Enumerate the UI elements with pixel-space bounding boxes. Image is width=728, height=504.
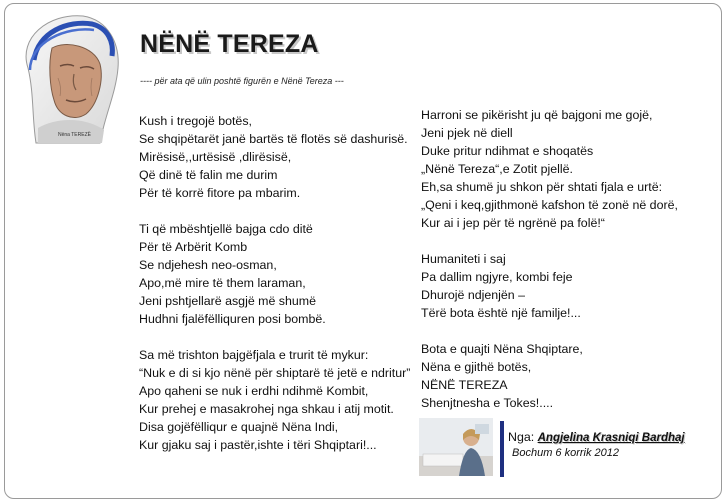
- signature-line: [508, 430, 685, 444]
- poem-line: Harroni se pikërisht ju që bajgoni me gojë,: [421, 108, 653, 122]
- poem-line: Sa më trishton bajgëfjala e trurit të mykur:: [139, 348, 369, 362]
- poem-line: Shenjtnesha e Tokes!....: [421, 396, 554, 410]
- poem-line: Kur prehej e masakrohej nga shkau i atij motit.: [139, 402, 394, 416]
- right-poem-column: [421, 106, 678, 412]
- poem-line: Tërë bota është një familje!...: [421, 306, 581, 320]
- poem-line: Dhurojë ndjenjën –: [421, 288, 526, 302]
- stanza-gap: [139, 328, 410, 346]
- author-photo: [419, 418, 493, 476]
- poem-line: Duke pritur ndihmat e shoqatës: [421, 144, 594, 158]
- page-subtitle: ---- për ata që ulin poshtë figurën e Nënë Tereza ---: [140, 76, 344, 86]
- poem-line: Ti që mbështjellë bajga cdo ditë: [139, 222, 313, 236]
- poem-line: Nëna e gjithë botës,: [421, 360, 532, 374]
- stanza-gap: [421, 232, 678, 250]
- poem-line: Hudhni fjalëfëlliquren posi bombë.: [139, 312, 326, 326]
- poem-line: Kush i tregojë botës,: [139, 114, 252, 128]
- page-title: NËNË TEREZA: [140, 30, 319, 58]
- poem-line: “Nuk e di si kjo nënë për shiptarë të jetë e ndritur”: [139, 366, 411, 380]
- poem-line: Apo qaheni se nuk i erdhi ndihmë Kombit,: [139, 384, 369, 398]
- stanza-gap: [421, 322, 678, 340]
- poem-line: Që dinë të falin me durim: [139, 168, 278, 182]
- poem-line: Mirësisë,,urtësisë ,dlirësisë,: [139, 150, 292, 164]
- left-poem-column: [139, 112, 410, 454]
- poem-line: Apo,më mire të them laraman,: [139, 276, 306, 290]
- poem-line: Për të korrë fitore pa mbarim.: [139, 186, 301, 200]
- poem-line: „Qeni i keq,gjithmonë kafshon të zonë në dorë,: [421, 198, 678, 212]
- signature-prefix: Nga:: [508, 430, 538, 444]
- poem-line: Jeni pjek në diell: [421, 126, 513, 140]
- poem-line: NËNË TEREZA: [421, 378, 508, 392]
- poem-line: Se ndjehesh neo-osman,: [139, 258, 277, 272]
- poem-line: Bota e quajti Nëna Shqiptare,: [421, 342, 583, 356]
- portrait-caption: Nëna TEREZË: [58, 132, 91, 138]
- portrait-illustration: [8, 8, 128, 148]
- poem-line: Eh,sa shumë ju shkon për shtati fjala e urtë:: [421, 180, 663, 194]
- poem-line: „Nënë Tereza“,e Zotit pjellë.: [421, 162, 573, 176]
- author-name: Angjelina Krasniqi Bardhaj: [537, 432, 685, 444]
- poem-line: Se shqipëtarët janë bartës të flotës së dashurisë.: [139, 132, 408, 146]
- signature-date: Bochum 6 korrik 2012: [512, 447, 619, 459]
- poem-line: Humaniteti i saj: [421, 252, 506, 266]
- poem-line: Jeni pshtjellarë asgjë më shumë: [139, 294, 317, 308]
- poem-line: Kur gjaku saj i pastër,ishte i tëri Shqiptari!...: [139, 438, 377, 452]
- poem-line: Për të Arbërit Komb: [139, 240, 248, 254]
- poem-line: Pa dallim ngjyre, kombi feje: [421, 270, 573, 284]
- poem-line: Kur ai i jep për të ngrënë pa folë!“: [421, 216, 605, 230]
- accent-bar: [500, 421, 504, 477]
- poem-line: Disa gojëfëlliqur e quajnë Nëna Indi,: [139, 420, 339, 434]
- stanza-gap: [139, 202, 410, 220]
